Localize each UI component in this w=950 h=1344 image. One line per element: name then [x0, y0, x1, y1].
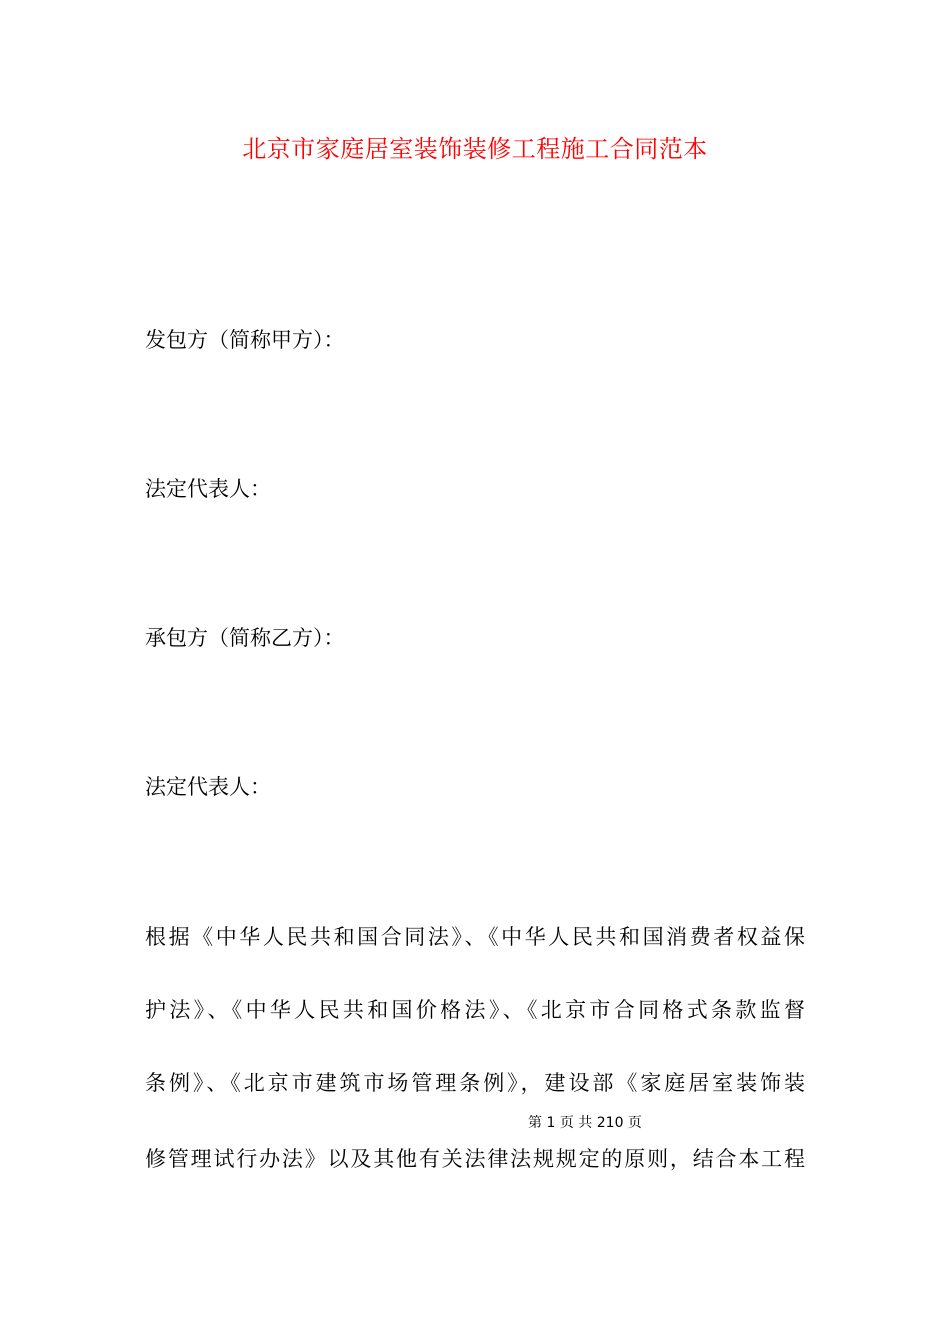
employer-field-label: 发包方（简称甲方）： [145, 328, 345, 352]
page-number-footer: 第 1 页 共 210 页 [528, 1115, 642, 1131]
body-paragraph-line: 护法》、《中华人民共和国价格法》、《北京市合同格式条款监督 [145, 998, 805, 1022]
document-title: 北京市家庭居室装饰装修工程施工合同范本 [242, 135, 708, 163]
body-paragraph-line: 条例》、《北京市建筑市场管理条例》，建设部《家庭居室装饰装 [145, 1071, 805, 1095]
employer-representative-label: 法定代表人： [145, 477, 271, 501]
contractor-representative-label: 法定代表人： [145, 775, 271, 799]
body-paragraph-line: 根据《中华人民共和国合同法》、《中华人民共和国消费者权益保 [145, 925, 805, 949]
contractor-field-label: 承包方（简称乙方）： [145, 626, 345, 650]
body-paragraph-line: 修管理试行办法》以及其他有关法律法规规定的原则，结合本工程 [145, 1147, 805, 1171]
